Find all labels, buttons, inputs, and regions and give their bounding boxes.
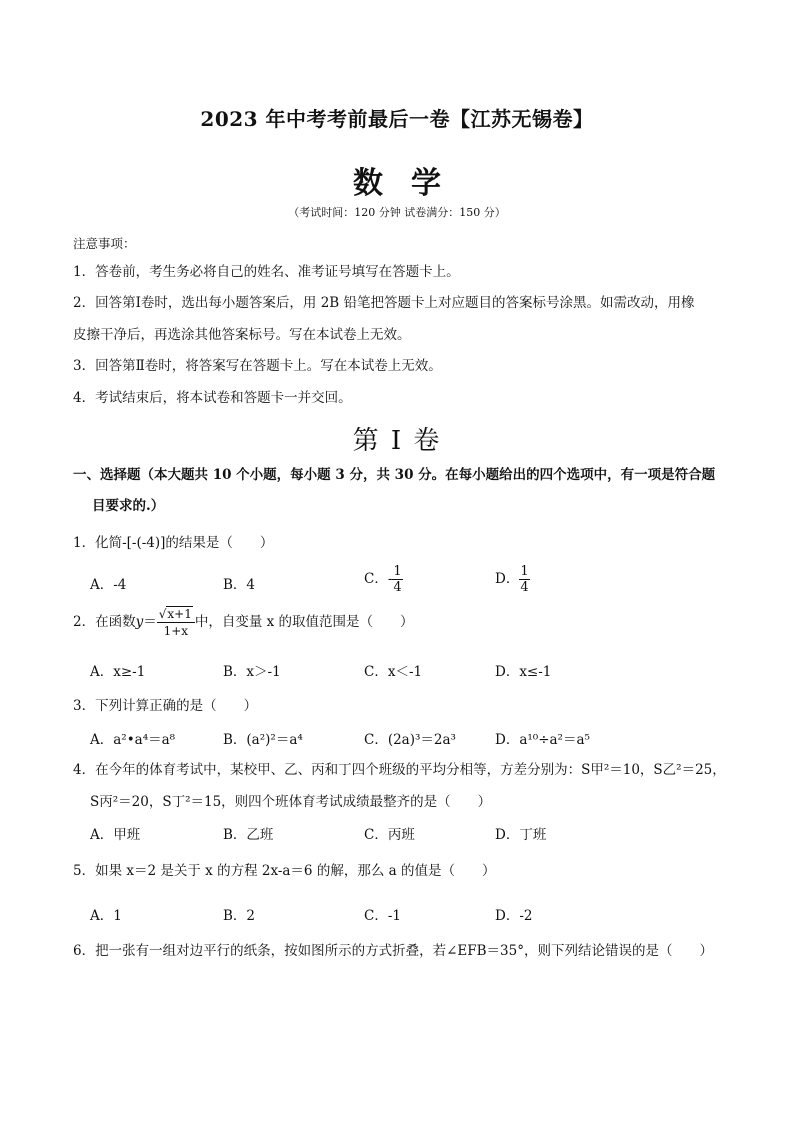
fraction-denominator: 4 [520, 580, 529, 595]
radicand: x+1 [167, 607, 192, 621]
fraction-denominator: 4 [393, 580, 402, 595]
question-1-option-a: A．-4 [90, 577, 127, 593]
notice-item-1: 1．答卷前，考生务必将自己的姓名、准考证号填写在答题卡上。 [73, 264, 460, 280]
question-1-stem: 1．化简-[-(-4)]的结果是（ ） [73, 535, 274, 551]
question-1-option-b: B．4 [223, 577, 256, 593]
notice-item-4: 4．考试结束后，将本试卷和答题卡一并交回。 [73, 390, 352, 406]
question-6-stem: 6．把一张有一组对边平行的纸条，按如图所示的方式折叠，若∠EFB＝35°，则下列结论错误的是（ ） [73, 943, 713, 959]
question-3-stem: 3．下列计算正确的是（ ） [73, 698, 258, 714]
question-5-option-b: B．2 [223, 908, 256, 924]
question-3-option-a: A．a²•a⁴＝a⁸ [90, 732, 176, 748]
question-4-option-c: C．丙班 [364, 827, 415, 843]
question-5-option-d: D．-2 [495, 908, 533, 924]
question-4-option-a: A．甲班 [90, 827, 141, 843]
question-3-option-d: D．a¹⁰÷a²＝a⁵ [495, 732, 590, 748]
question-2-option-a: A．x≥-1 [90, 664, 146, 680]
question-2-option-b: B．x＞-1 [223, 664, 281, 680]
exam-title: 2023 年中考考前最后一卷【江苏无锡卷】 [200, 107, 594, 131]
option-d-prefix: D． [495, 571, 520, 587]
fraction-numerator: 1 [393, 564, 402, 579]
q2-suffix: 中，自变量 x 的取值范围是（ ） [194, 614, 414, 630]
notice-item-2-line-2: 皮擦干净后，再选涂其他答案标号。写在本试卷上无效。 [73, 327, 411, 343]
denominator: 1+x [163, 624, 189, 638]
subject-title: 数学 [353, 166, 469, 201]
section-1-heading-line-2: 目要求的.） [92, 498, 165, 514]
option-c-prefix: C．- [364, 571, 393, 587]
question-2-stem [73, 606, 414, 639]
question-1-option-c [364, 564, 403, 595]
question-5-stem: 5．如果 x＝2 是关于 x 的方程 2x-a＝6 的解，那么 a 的值是（ ） [73, 863, 496, 879]
question-2-option-d: D．x≤-1 [495, 664, 552, 680]
notice-item-2-line-1: 2．回答第Ⅰ卷时，选出每小题答案后，用 2B 铅笔把答题卡上对应题目的答案标号涂黑。如需改动，用橡 [73, 295, 695, 311]
fraction-numerator: 1 [520, 564, 529, 579]
question-4-stem-line-1: 4．在今年的体育考试中，某校甲、乙、丙和丁四个班级的平均分相等，方差分别为：S甲²＝10，S乙²＝25， [73, 762, 726, 778]
fraction [519, 564, 529, 595]
fraction [392, 564, 402, 595]
sqrt-fraction [157, 606, 195, 639]
question-4-option-b: B．乙班 [223, 827, 274, 843]
question-5-option-c: C．-1 [364, 908, 401, 924]
q2-equals: ＝ [143, 614, 157, 630]
q2-var-y: y [135, 614, 144, 630]
section-1-heading-line-1: 一、选择题（本大题共 10 个小题，每小题 3 分，共 30 分。在每小题给出的四个选项中，有一项是符合题 [73, 467, 716, 483]
question-4-stem-line-2: S丙²＝20，S丁²＝15，则四个班体育考试成绩最整齐的是（ ） [90, 794, 492, 810]
q2-prefix: 2．在函数 [73, 614, 136, 630]
exam-info: （考试时间：120 分钟 试卷满分：150 分） [288, 206, 506, 219]
notice-heading: 注意事项： [73, 236, 136, 251]
question-3-option-b: B．(a²)²＝a⁴ [223, 732, 303, 748]
question-5-option-a: A．1 [90, 908, 122, 924]
volume-title: 第 I 卷 [352, 426, 442, 456]
question-4-option-d: D．丁班 [495, 827, 547, 843]
sqrt-numerator: √x+1 [157, 606, 195, 623]
notice-item-3: 3．回答第Ⅱ卷时，将答案写在答题卡上。写在本试卷上无效。 [73, 358, 442, 374]
question-2-option-c: C．x＜-1 [364, 664, 423, 680]
question-1-option-d [495, 564, 530, 595]
question-3-option-c: C．(2a)³＝2a³ [364, 732, 456, 748]
